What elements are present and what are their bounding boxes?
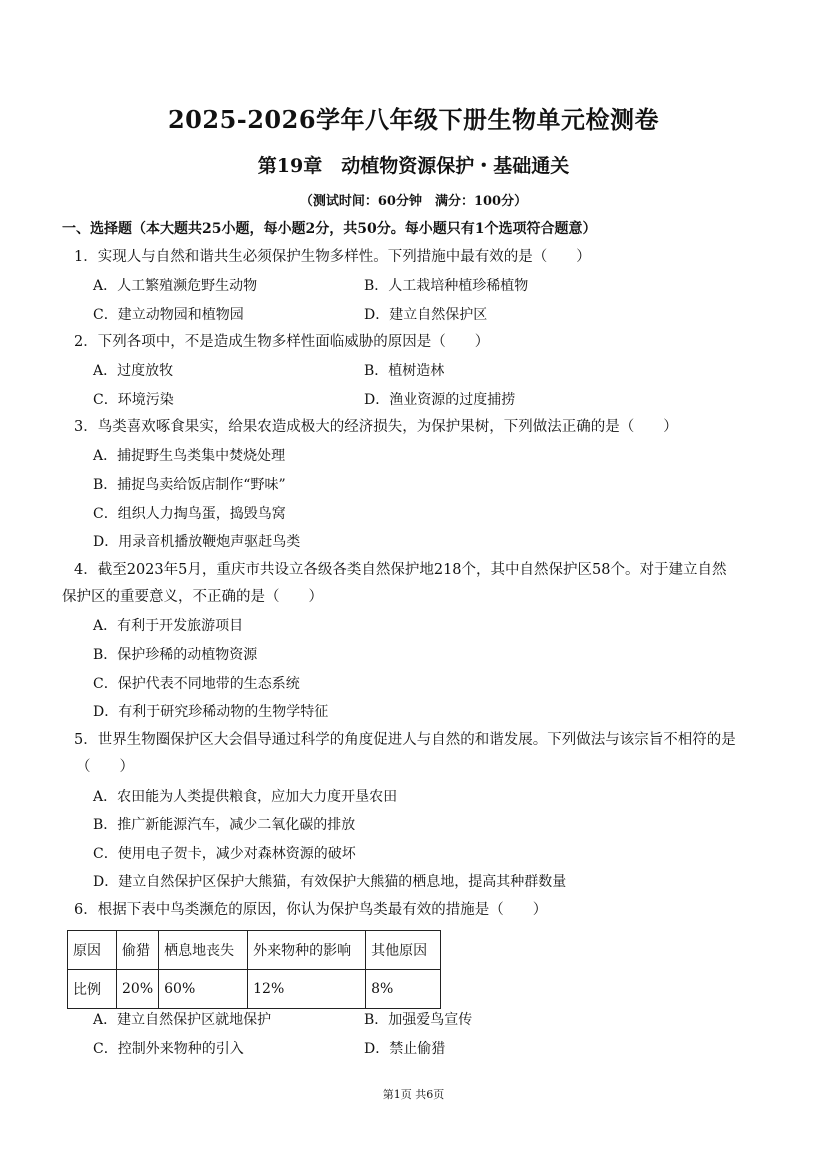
question-5-option-b: B．推广新能源汽车，减少二氧化碳的排放 <box>93 817 356 833</box>
question-5-stem-line1: 5．世界生物圈保护区大会倡导通过科学的角度促进人与自然的和谐发展。下列做法与该宗旨不相符的是 <box>74 732 736 748</box>
question-1-stem: 1．实现人与自然和谐共生必须保护生物多样性。下列措施中最有效的是（ ） <box>74 249 591 265</box>
question-2-option-b: B．植树造林 <box>364 363 445 379</box>
table-cell: 8% <box>366 970 441 1009</box>
table-row <box>68 970 441 1009</box>
table-cell: 外来物种的影响 <box>248 931 366 970</box>
question-5-stem-line2: （ ） <box>76 759 134 775</box>
section-heading: 一、选择题（本大题共25小题，每小题2分，共50分。每小题只有1个选项符合题意） <box>62 221 597 237</box>
question-4-option-b: B．保护珍稀的动植物资源 <box>93 647 258 663</box>
question-2-option-c: C．环境污染 <box>93 392 174 408</box>
table-cell: 偷猎 <box>117 931 159 970</box>
table-cell: 60% <box>159 970 248 1009</box>
question-2-option-d: D．渔业资源的过度捕捞 <box>364 392 516 408</box>
question-3-stem: 3．鸟类喜欢啄食果实，给果农造成极大的经济损失，为保护果树，下列做法正确的是（ ） <box>74 419 678 435</box>
question-1-option-c: C．建立动物园和植物园 <box>93 307 244 323</box>
question-5-option-c: C．使用电子贺卡，减少对森林资源的破坏 <box>93 846 356 862</box>
table-cell: 栖息地丧失 <box>159 931 248 970</box>
question-4-option-d: D．有利于研究珍稀动物的生物学特征 <box>93 704 329 720</box>
bird-endangerment-table <box>67 930 441 1009</box>
question-2-stem: 2．下列各项中，不是造成生物多样性面临威胁的原因是（ ） <box>74 334 490 350</box>
page-number: 第1页 共6页 <box>382 1088 445 1101</box>
table-cell: 比例 <box>68 970 117 1009</box>
question-6-option-a: A．建立自然保护区就地保护 <box>93 1012 272 1028</box>
table-cell: 原因 <box>68 931 117 970</box>
question-5-option-a: A．农田能为人类提供粮食，应加大力度开垦农田 <box>93 789 398 805</box>
question-2-option-a: A．过度放牧 <box>93 363 174 379</box>
question-1-option-d: D．建立自然保护区 <box>364 307 488 323</box>
question-4-stem-line1: 4．截至2023年5月，重庆市共设立各级各类自然保护地218个，其中自然保护区58个。对于建立自然 <box>74 562 727 578</box>
question-3-option-d: D．用录音机播放鞭炮声驱赶鸟类 <box>93 534 301 550</box>
table-header-row <box>68 931 441 970</box>
table-cell: 12% <box>248 970 366 1009</box>
question-6-option-b: B．加强爱鸟宣传 <box>364 1012 473 1028</box>
question-3-option-b: B．捕捉鸟卖给饭店制作“野味” <box>93 477 286 493</box>
question-6-option-d: D．禁止偷猎 <box>364 1041 446 1057</box>
table-cell: 20% <box>117 970 159 1009</box>
question-4-option-a: A．有利于开发旅游项目 <box>93 618 244 634</box>
exam-title: 2025-2026学年八年级下册生物单元检测卷 <box>167 105 660 134</box>
question-4-option-c: C．保护代表不同地带的生态系统 <box>93 676 300 692</box>
chapter-subtitle: 第19章 动植物资源保护・基础通关 <box>257 155 570 177</box>
table-cell: 其他原因 <box>366 931 441 970</box>
question-5-option-d: D．建立自然保护区保护大熊猫，有效保护大熊猫的栖息地，提高其种群数量 <box>93 874 567 890</box>
question-4-stem-line2: 保护区的重要意义，不正确的是（ ） <box>62 589 323 605</box>
question-6-option-c: C．控制外来物种的引入 <box>93 1041 244 1057</box>
question-3-option-a: A．捕捉野生鸟类集中焚烧处理 <box>93 448 286 464</box>
question-6-stem: 6．根据下表中鸟类濒危的原因，你认为保护鸟类最有效的措施是（ ） <box>74 902 548 918</box>
question-1-option-b: B．人工栽培种植珍稀植物 <box>364 278 529 294</box>
exam-meta: （测试时间：60分钟 满分：100分） <box>299 194 528 209</box>
question-1-option-a: A．人工繁殖濒危野生动物 <box>93 278 258 294</box>
question-3-option-c: C．组织人力掏鸟蛋，捣毁鸟窝 <box>93 506 286 522</box>
